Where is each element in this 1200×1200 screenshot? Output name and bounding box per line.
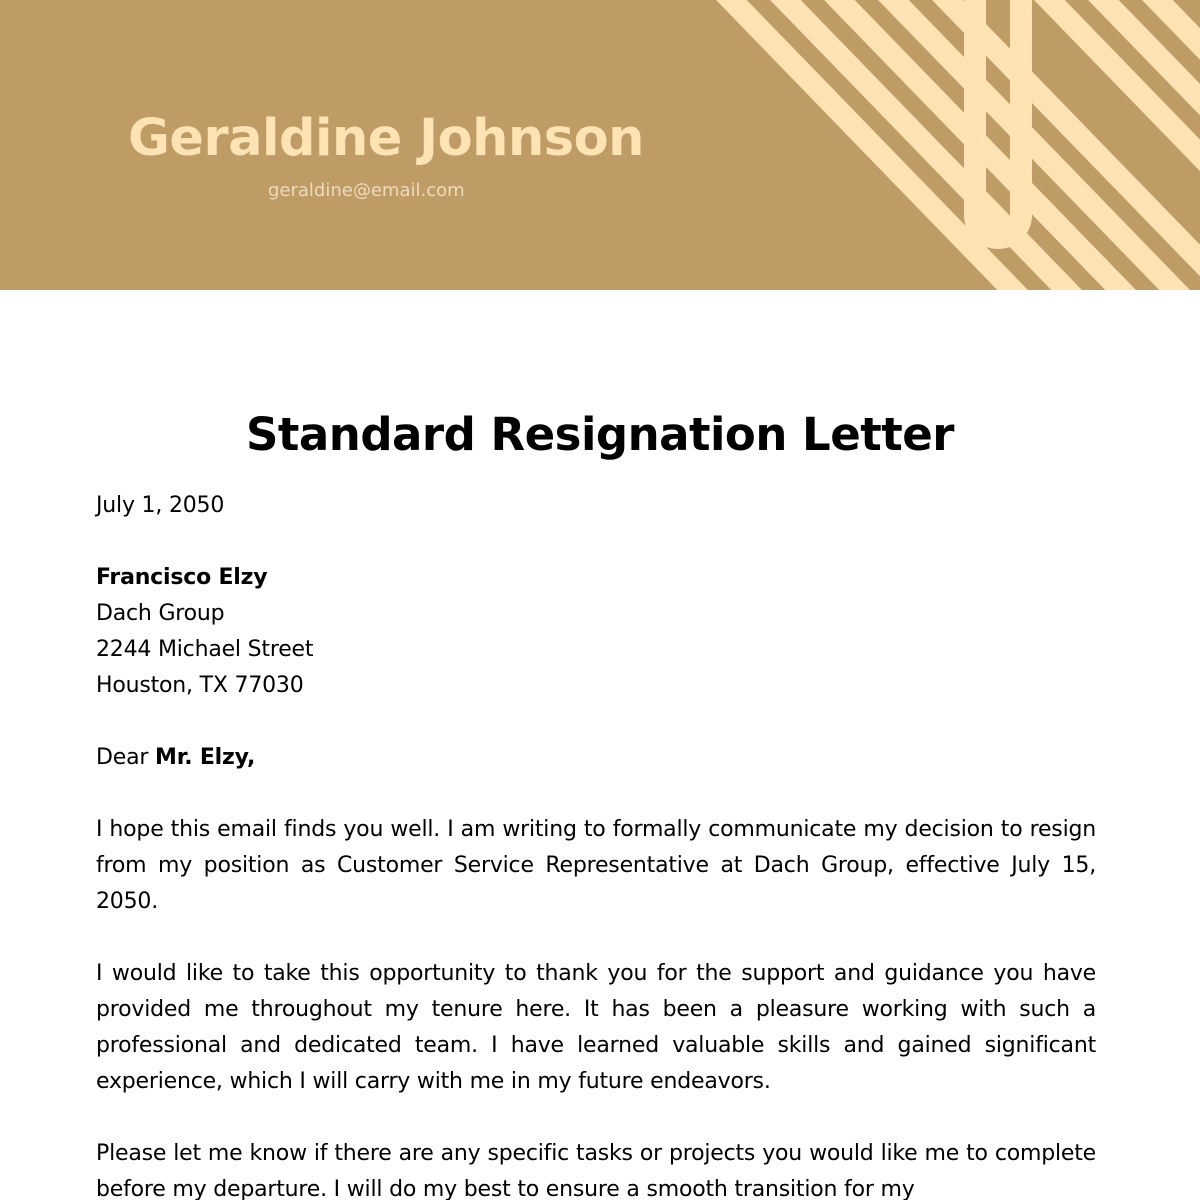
salutation — [96, 740, 1096, 776]
salutation-name: Mr. Elzy, — [155, 745, 256, 770]
sender-name: Geraldine Johnson — [128, 109, 644, 168]
letter-date: July 1, 2050 — [96, 493, 225, 518]
letterhead-banner — [0, 0, 1200, 290]
salutation-prefix: Dear — [96, 745, 149, 770]
recipient-name: Francisco Elzy — [96, 565, 268, 590]
document-title: Standard Resignation Letter — [246, 408, 954, 461]
sender-email: geraldine@email.com — [268, 180, 465, 201]
body-paragraph-1: I hope this email finds you well. I am writing to formally communicate my decision to resign from my position as Customer Service Representative at Dach Group, effective July 15, 2050. — [96, 817, 1096, 914]
body-paragraph-2: I would like to take this opportunity to thank you for the support and guidance you have provided me throughout my tenure here. It has been a pleasure working with such a professional and dedicated team. I have learned valuable skills and gained significant experience, which I will carry with me in my future endeavors. — [96, 961, 1096, 1094]
recipient-company: Dach Group — [96, 601, 225, 626]
recipient-street: 2244 Michael Street — [96, 637, 314, 662]
recipient-city: Houston, TX 77030 — [96, 673, 304, 698]
body-paragraph-3: Please let me know if there are any specific tasks or projects you would like me to complete before my departure. I will do my best to ensure a smooth transition for my — [96, 1141, 1096, 1200]
letter-body — [96, 488, 1096, 1200]
recipient-address — [96, 560, 1096, 704]
